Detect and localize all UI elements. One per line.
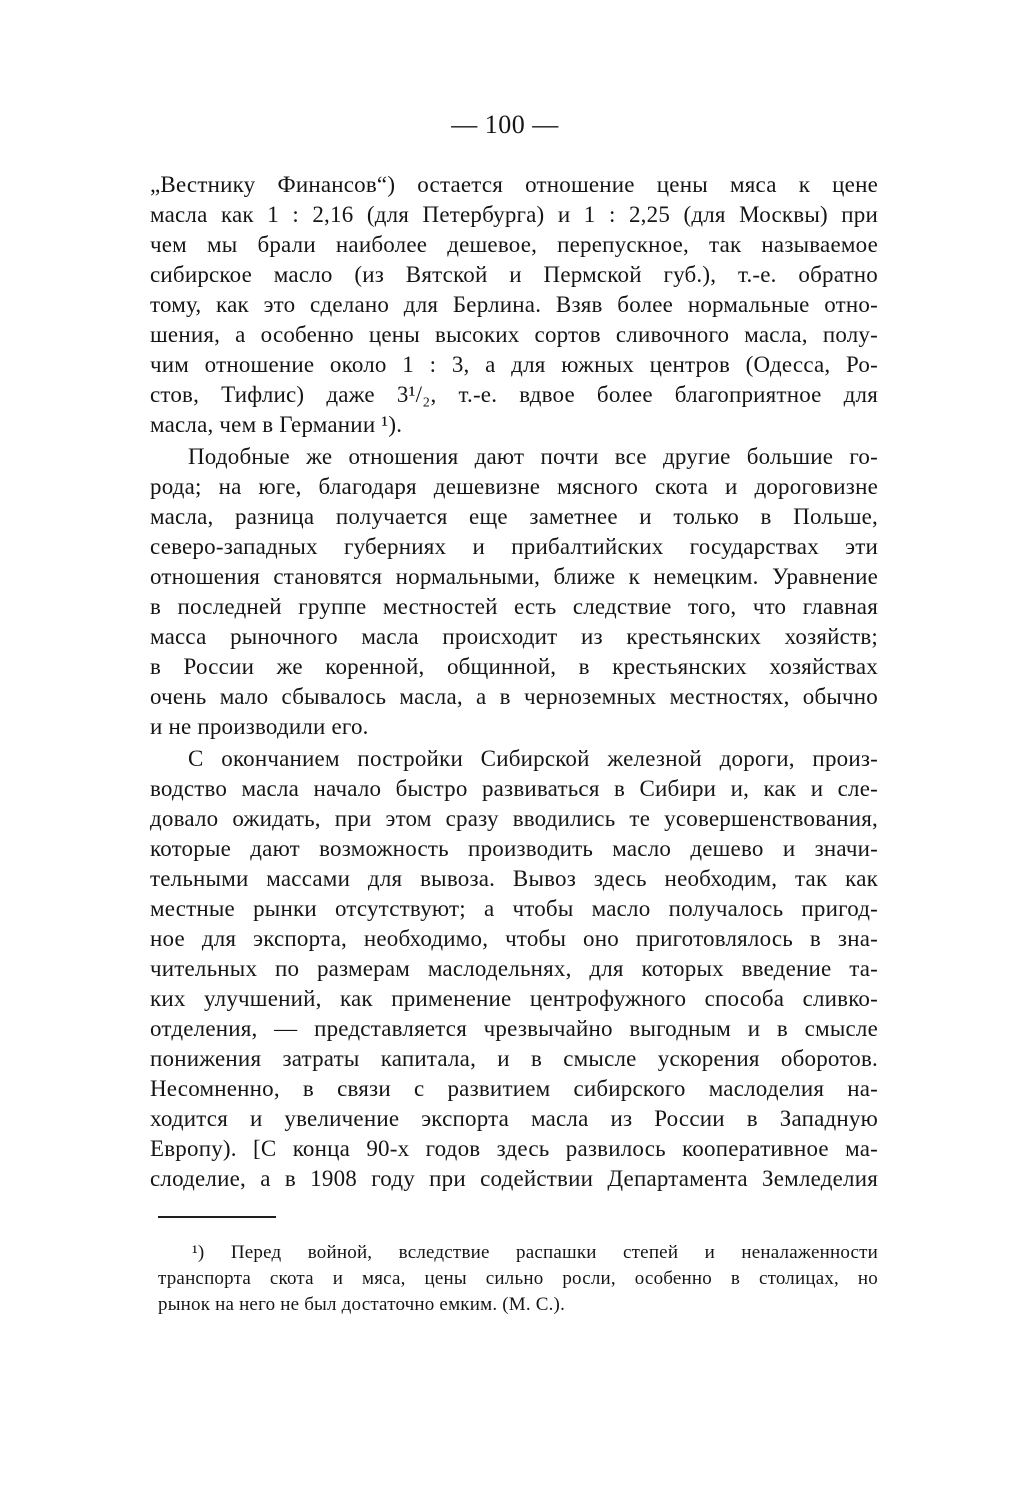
footnote-line: рынок на него не был достаточно емким. (М. С.). <box>158 1294 566 1315</box>
footnote-line: ¹) Перед войной, вследствие распашки степей и неналаженности <box>192 1242 878 1263</box>
text-line: ходится и увеличение экспорта масла из России в Западную <box>150 1106 878 1131</box>
text-line: ное для экспорта, необходимо, чтобы оно приготовлялось в зна- <box>150 926 878 951</box>
text-line: слоделие, а в 1908 году при содействии Департамента Земледелия <box>150 1166 878 1191</box>
text-line: масса рыночного масла происходит из крестьянских хозяйств; <box>150 624 878 649</box>
text-line: сибирское масло (из Вятской и Пермской губ.), т.-е. обратно <box>150 262 878 287</box>
text-line: шения, а особенно цены высоких сортов сливочного масла, полу- <box>150 322 878 347</box>
text-line: ких улучшений, как применение центрофужного способа сливко- <box>150 986 878 1011</box>
footnote-line: транспорта скота и мяса, цены сильно росли, особенно в столицах, но <box>158 1268 878 1289</box>
text-line: „Вестнику Финансов“) остается отношение цены мяса к цене <box>150 172 878 197</box>
text-line: масла, чем в Германии ¹). <box>150 412 403 437</box>
paragraph-first-line: С окончанием постройки Сибирской железной дороги, произ- <box>188 746 878 771</box>
text-line: северо-западных губерниях и прибалтийских государствах эти <box>150 534 878 559</box>
text-line: в России же коренной, общинной, в крестьянских хозяйствах <box>150 654 878 679</box>
text-line: отношения становятся нормальными, ближе к немецким. Уравнение <box>150 564 878 589</box>
text-line: рода; на юге, благодаря дешевизне мясного скота и дороговизне <box>150 474 878 499</box>
text-line: которые дают возможность производить масло дешево и значи- <box>150 836 878 861</box>
text-line: стов, Тифлис) даже 3¹/₂, т.-е. вдвое более благоприятное для <box>150 382 878 407</box>
text-line: чим отношение около 1 : 3, а для южных центров (Одесса, Ро- <box>150 352 878 377</box>
text-line: масла, разница получается еще заметнее и только в Польше, <box>150 504 878 529</box>
text-line: тельными массами для вывоза. Вывоз здесь необходим, так как <box>150 866 878 891</box>
text-line: местные рынки отсутствуют; а чтобы масло получалось пригод- <box>150 896 878 921</box>
text-line: довало ожидать, при этом сразу вводились те усовершенствования, <box>150 806 878 831</box>
text-line: Европу). [С конца 90-х годов здесь развилось кооперативное ма- <box>150 1136 878 1161</box>
text-line: очень мало сбывалось масла, а в черноземных местностях, обычно <box>150 684 878 709</box>
text-line: тому, как это сделано для Берлина. Взяв более нормальные отно- <box>150 292 878 317</box>
text-line: чительных по размерам маслодельнях, для которых введение та- <box>150 956 878 981</box>
text-line: и не производили его. <box>150 714 369 739</box>
footnote-divider <box>158 1216 276 1218</box>
paragraph-first-line: Подобные же отношения дают почти все другие большие го- <box>188 444 878 469</box>
text-line: масла как 1 : 2,16 (для Петербурга) и 1 : 2,25 (для Москвы) при <box>150 202 878 227</box>
page-number: — 100 — <box>451 110 559 139</box>
text-line: отделения, — представляется чрезвычайно выгодным и в смысле <box>150 1016 878 1041</box>
text-line: чем мы брали наиболее дешевое, перепускное, так называемое <box>150 232 878 257</box>
text-line: понижения затраты капитала, и в смысле ускорения оборотов. <box>150 1046 878 1071</box>
text-line: Несомненно, в связи с развитием сибирского маслоделия на- <box>150 1076 878 1101</box>
text-line: водство масла начало быстро развиваться в Сибири и, как и сле- <box>150 776 878 801</box>
text-line: в последней группе местностей есть следствие того, что главная <box>150 594 878 619</box>
